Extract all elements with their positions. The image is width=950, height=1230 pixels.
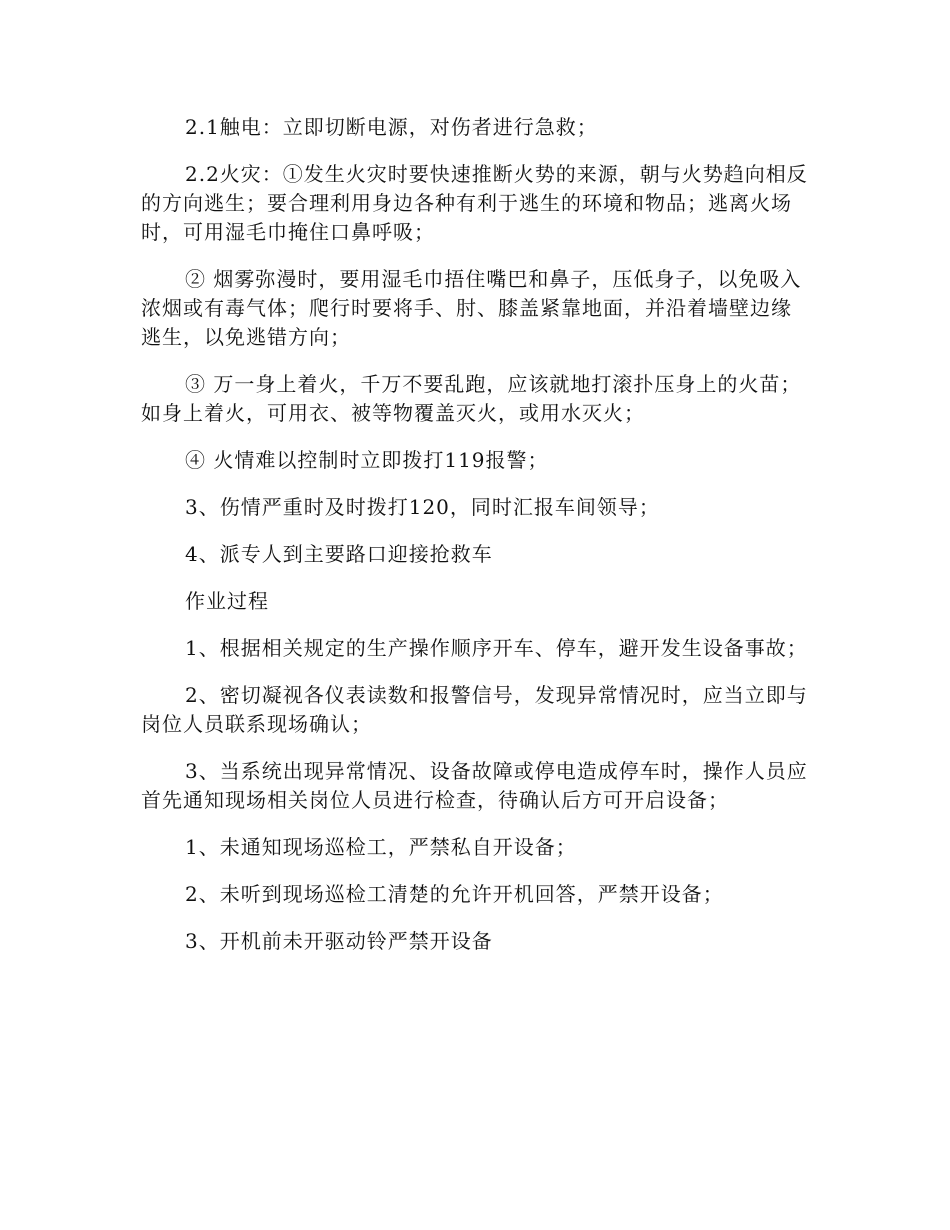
paragraph-monitor-instruments: 2、密切凝视各仪表读数和报警信号，发现异常情况时，应当立即与岗位人员联系现场确认； (141, 683, 808, 736)
paragraph-meet-ambulance: 4、派专人到主要路口迎接抢救车 (185, 542, 493, 566)
paragraph-rule-bell: 3、开机前未开驱动铃严禁开设备 (185, 929, 493, 953)
document-body (141, 113, 811, 974)
paragraph-abnormal-stop: 3、当系统出现异常情况、设备故障或停电造成停车时，操作人员应首先通知现场相关岗位人员进行检查，待确认后方可开启设备； (141, 759, 808, 812)
paragraph-rule-permission: 2、未听到现场巡检工清楚的允许开机回答，严禁开设备； (185, 882, 724, 906)
paragraph-fire: 2.2火灾：①发生火灾时要快速推断火势的来源，朝与火势趋向相反的方向逃生；要合理利用身边各种有利于逃生的环境和物品；逃离火场时，可用湿毛巾掩住口鼻呼吸； (141, 162, 808, 244)
paragraph-electric-shock: 2.1触电：立即切断电源，对伤者进行急救； (185, 115, 598, 139)
paragraph-rule-notify: 1、未通知现场巡检工，严禁私自开设备； (185, 835, 577, 859)
paragraph-call-120: 3、伤情严重时及时拨打120，同时汇报车间领导； (185, 495, 660, 519)
paragraph-body-on-fire: ③ 万一身上着火，千万不要乱跑，应该就地打滚扑压身上的火苗；如身上着火，可用衣、被等物覆盖灭火，或用水灭火； (141, 372, 802, 425)
paragraph-operation-sequence: 1、根据相关规定的生产操作顺序开车、停车，避开发生设备事故； (185, 636, 808, 660)
paragraph-smoke: ② 烟雾弥漫时，要用湿毛巾捂住嘴巴和鼻子，压低身子，以免吸入浓烟或有毒气体；爬行时要将手、肘、膝盖紧靠地面，并沿着墙壁边缘逃生，以免逃错方向； (141, 267, 802, 349)
section-heading-work-process: 作业过程 (185, 589, 269, 613)
paragraph-call-119: ④ 火情难以控制时立即拨打119报警； (185, 448, 549, 472)
